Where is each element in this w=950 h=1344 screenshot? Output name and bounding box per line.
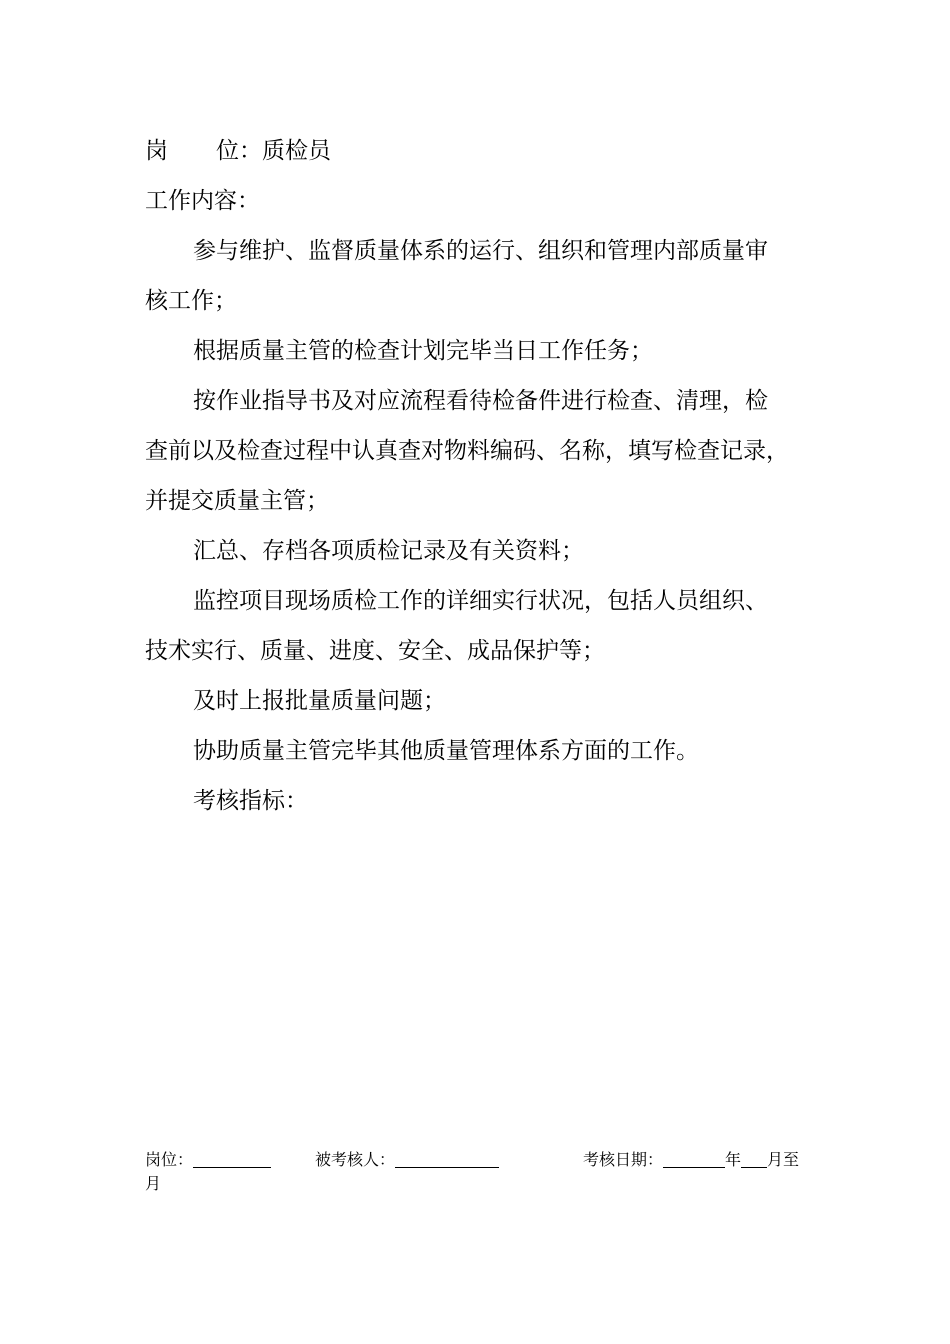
duty-line-5-cont: 技术实行、质量、进度、安全、成品保护等； (145, 638, 605, 664)
footer-date-label: 考核日期： (583, 1150, 664, 1169)
footer-position-blank[interactable] (193, 1151, 271, 1168)
work-content-title: 工作内容： (145, 188, 260, 214)
assessment-indicators-title: 考核指标： (193, 788, 308, 814)
footer-year-blank[interactable] (663, 1151, 725, 1168)
position-label-char1: 岗 (145, 138, 168, 164)
footer-assessee-label: 被考核人： (315, 1150, 396, 1169)
footer-position-label: 岗位： (145, 1150, 194, 1169)
duty-line-3-cont: 查前以及检查过程中认真查对物料编码、名称，填写检查记录， (145, 438, 789, 464)
position-line (145, 136, 331, 166)
footer-month-label: 月 (145, 1174, 162, 1193)
duty-line-2: 根据质量主管的检查计划完毕当日工作任务； (193, 338, 653, 364)
duty-line-3: 按作业指导书及对应流程看待检备件进行检查、清理，检 (193, 388, 768, 414)
footer-date-field (583, 1149, 799, 1171)
footer-position-field (145, 1149, 271, 1171)
footer-month-blank[interactable] (741, 1151, 767, 1168)
footer-assessee-blank[interactable] (395, 1151, 499, 1168)
position-label-char2: 位： (216, 138, 262, 164)
duty-line-1-cont: 核工作； (145, 288, 237, 314)
footer-assessee-field (315, 1149, 499, 1171)
duty-line-5: 监控项目现场质检工作的详细实行状况，包括人员组织、 (193, 588, 768, 614)
position-value: 质检员 (262, 138, 331, 164)
footer-month-to-label: 月至 (767, 1150, 800, 1169)
footer-year-label: 年 (725, 1150, 742, 1169)
duty-line-7: 协助质量主管完毕其他质量管理体系方面的工作。 (193, 738, 699, 764)
duty-line-6: 及时上报批量质量问题； (193, 688, 446, 714)
duty-line-1: 参与维护、监督质量体系的运行、组织和管理内部质量审 (193, 238, 768, 264)
duty-line-3-cont2: 并提交质量主管； (145, 488, 329, 514)
duty-line-4: 汇总、存档各项质检记录及有关资料； (193, 538, 584, 564)
